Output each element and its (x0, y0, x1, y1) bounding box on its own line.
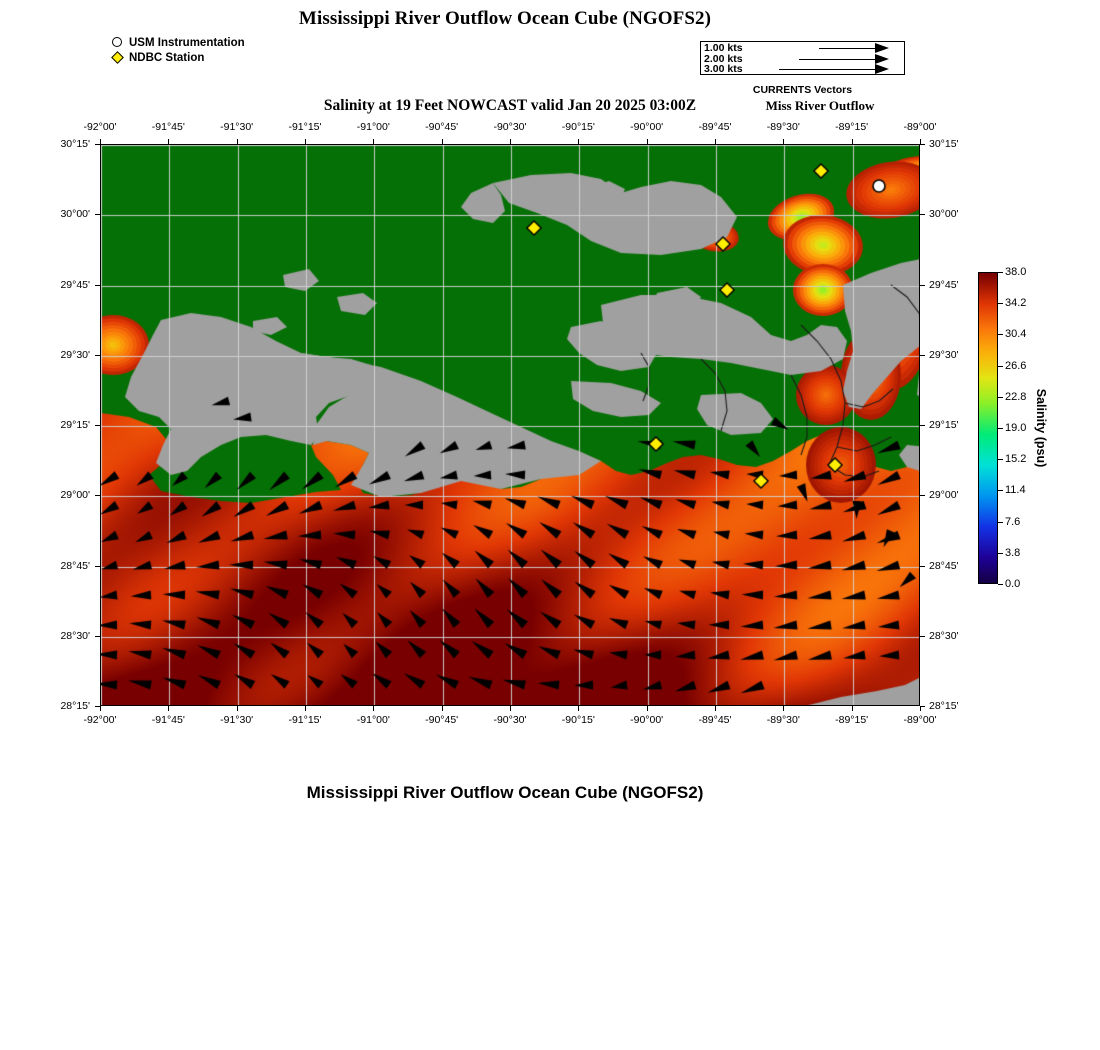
colorbar-gradient (978, 272, 998, 584)
y-axis-tick (920, 355, 925, 356)
colorbar-tick-mark (998, 334, 1003, 335)
colorbar-tick-label: 7.6 (1005, 515, 1021, 528)
vector-key-caption: CURRENTS Vectors (752, 84, 853, 96)
x-axis-label: -91°15' (288, 714, 322, 726)
vector-key-label-3: 3.00 kts (704, 63, 743, 75)
footer-title: Mississippi River Outflow Ocean Cube (NGOFS2) (306, 783, 704, 802)
y-axis-tick (920, 285, 925, 286)
colorbar-tick-label: 15.2 (1005, 453, 1027, 466)
colorbar-tick-label: 26.6 (1005, 359, 1027, 372)
y-axis-label: 29°45' (60, 278, 90, 291)
colorbar-tick-mark (998, 397, 1003, 398)
x-axis-label: -90°45' (425, 714, 459, 726)
x-axis-tick (920, 706, 921, 711)
y-axis-tick (920, 425, 925, 426)
colorbar-tick-label: 11.4 (1005, 484, 1026, 497)
x-axis-tick (168, 706, 169, 711)
circle-icon (110, 36, 126, 50)
x-axis-label: -90°30' (493, 714, 527, 726)
x-axis-tick (237, 706, 238, 711)
colorbar-tick-mark (998, 553, 1003, 554)
x-axis-tick (510, 706, 511, 711)
vector-key-label-1: 1.00 kts (704, 42, 743, 54)
x-axis-label: -91°45' (151, 714, 185, 726)
y-axis-label: 29°00' (60, 489, 90, 502)
x-axis-tick (647, 706, 648, 711)
x-axis-label: -89°45' (698, 121, 732, 133)
diamond-icon (110, 51, 126, 65)
map-plot-area[interactable] (100, 144, 920, 706)
colorbar-tick-mark (998, 272, 1003, 273)
x-axis-tick (578, 706, 579, 711)
colorbar-tick-mark (998, 490, 1003, 491)
x-axis-label: -90°45' (425, 121, 459, 133)
x-axis-tick (852, 706, 853, 711)
y-axis-label: 29°45' (929, 278, 959, 291)
colorbar-tick-label: 19.0 (1005, 422, 1027, 434)
y-axis-tick (920, 566, 925, 567)
x-axis-label: -89°15' (835, 714, 869, 726)
x-axis-tick (305, 706, 306, 711)
y-axis-label: 30°00' (60, 208, 90, 221)
y-axis-tick (920, 706, 925, 707)
y-axis-label: 29°15' (929, 419, 959, 431)
x-axis-tick (100, 706, 101, 711)
y-axis-label: 29°15' (60, 419, 90, 431)
legend-item-usm (110, 36, 245, 50)
x-axis-label: -91°30' (220, 714, 254, 726)
colorbar-tick-label: 30.4 (1005, 328, 1027, 341)
x-axis-label: -92°00' (83, 121, 117, 133)
x-axis-tick (373, 706, 374, 711)
y-axis-label: 28°45' (60, 559, 90, 572)
y-axis-label: 28°15' (929, 700, 959, 712)
y-axis-tick (95, 706, 100, 707)
page-title: Mississippi River Outflow Ocean Cube (NGOFS2) (298, 8, 712, 29)
y-axis-label: 29°30' (929, 348, 959, 361)
x-axis-label: -89°00' (903, 121, 937, 133)
vector-key-label-2: 2.00 kts (704, 53, 743, 65)
x-axis-label: -90°00' (630, 714, 664, 726)
x-axis-label: -91°45' (151, 121, 185, 133)
x-axis-label: -91°00' (356, 121, 390, 133)
station-legend (110, 36, 245, 66)
colorbar-tick-mark (998, 303, 1003, 304)
x-axis-label: -90°15' (561, 714, 595, 726)
x-axis-label: -91°30' (220, 121, 254, 133)
x-axis-tick (715, 706, 716, 711)
colorbar-title: Salinity (psu) (1034, 388, 1048, 468)
legend-item-ndbc (110, 51, 245, 65)
x-axis-label: -89°30' (766, 121, 800, 133)
x-axis-label: -91°15' (288, 121, 322, 133)
y-axis-label: 28°30' (60, 629, 90, 642)
y-axis-label: 28°45' (929, 559, 959, 572)
x-axis-label: -90°30' (493, 121, 527, 133)
x-axis-label: -89°30' (766, 714, 800, 726)
current-vector-key (700, 41, 905, 75)
y-axis-label: 30°15' (60, 138, 90, 150)
colorbar-tick-mark (998, 584, 1003, 585)
x-axis-label: -90°00' (630, 121, 664, 133)
colorbar-tick-mark (998, 522, 1003, 523)
y-axis-label: 30°00' (929, 208, 959, 221)
legend-label-ndbc: NDBC Station (129, 51, 205, 64)
x-axis-label: -89°15' (835, 121, 869, 133)
colorbar-tick-mark (998, 459, 1003, 460)
x-axis-label: -90°15' (561, 121, 595, 133)
x-axis-tick (783, 706, 784, 711)
y-axis-label: 29°00' (929, 489, 959, 502)
y-axis-tick (920, 495, 925, 496)
x-axis-label: -92°00' (83, 714, 117, 726)
colorbar-tick-label: 34.2 (1005, 297, 1027, 310)
y-axis-label: 28°15' (60, 700, 90, 712)
x-axis-tick (920, 139, 921, 144)
x-axis-label: -91°00' (356, 714, 390, 726)
map-subtitle: Salinity at 19 Feet NOWCAST valid Jan 20 2025 03:00Z (323, 97, 697, 114)
y-axis-label: 28°30' (929, 629, 959, 642)
colorbar-tick-mark (998, 366, 1003, 367)
x-axis-label: -89°45' (698, 714, 732, 726)
legend-label-usm: USM Instrumentation (129, 36, 245, 49)
colorbar-tick-label: 22.8 (1005, 390, 1027, 403)
salinity-field-canvas (101, 145, 920, 706)
y-axis-label: 29°30' (60, 348, 90, 361)
outflow-label: Miss River Outflow (765, 98, 875, 113)
y-axis-label: 30°15' (929, 138, 959, 150)
colorbar-tick-label: 38.0 (1005, 266, 1027, 278)
x-axis-tick (442, 706, 443, 711)
x-axis-label: -89°00' (903, 714, 937, 726)
y-axis-tick (920, 214, 925, 215)
vector-key-row-3 (701, 64, 904, 75)
y-axis-tick (920, 144, 925, 145)
colorbar-tick-label: 0.0 (1005, 578, 1021, 590)
y-axis-tick (920, 636, 925, 637)
colorbar-tick-label: 3.8 (1005, 546, 1021, 559)
colorbar-tick-mark (998, 428, 1003, 429)
